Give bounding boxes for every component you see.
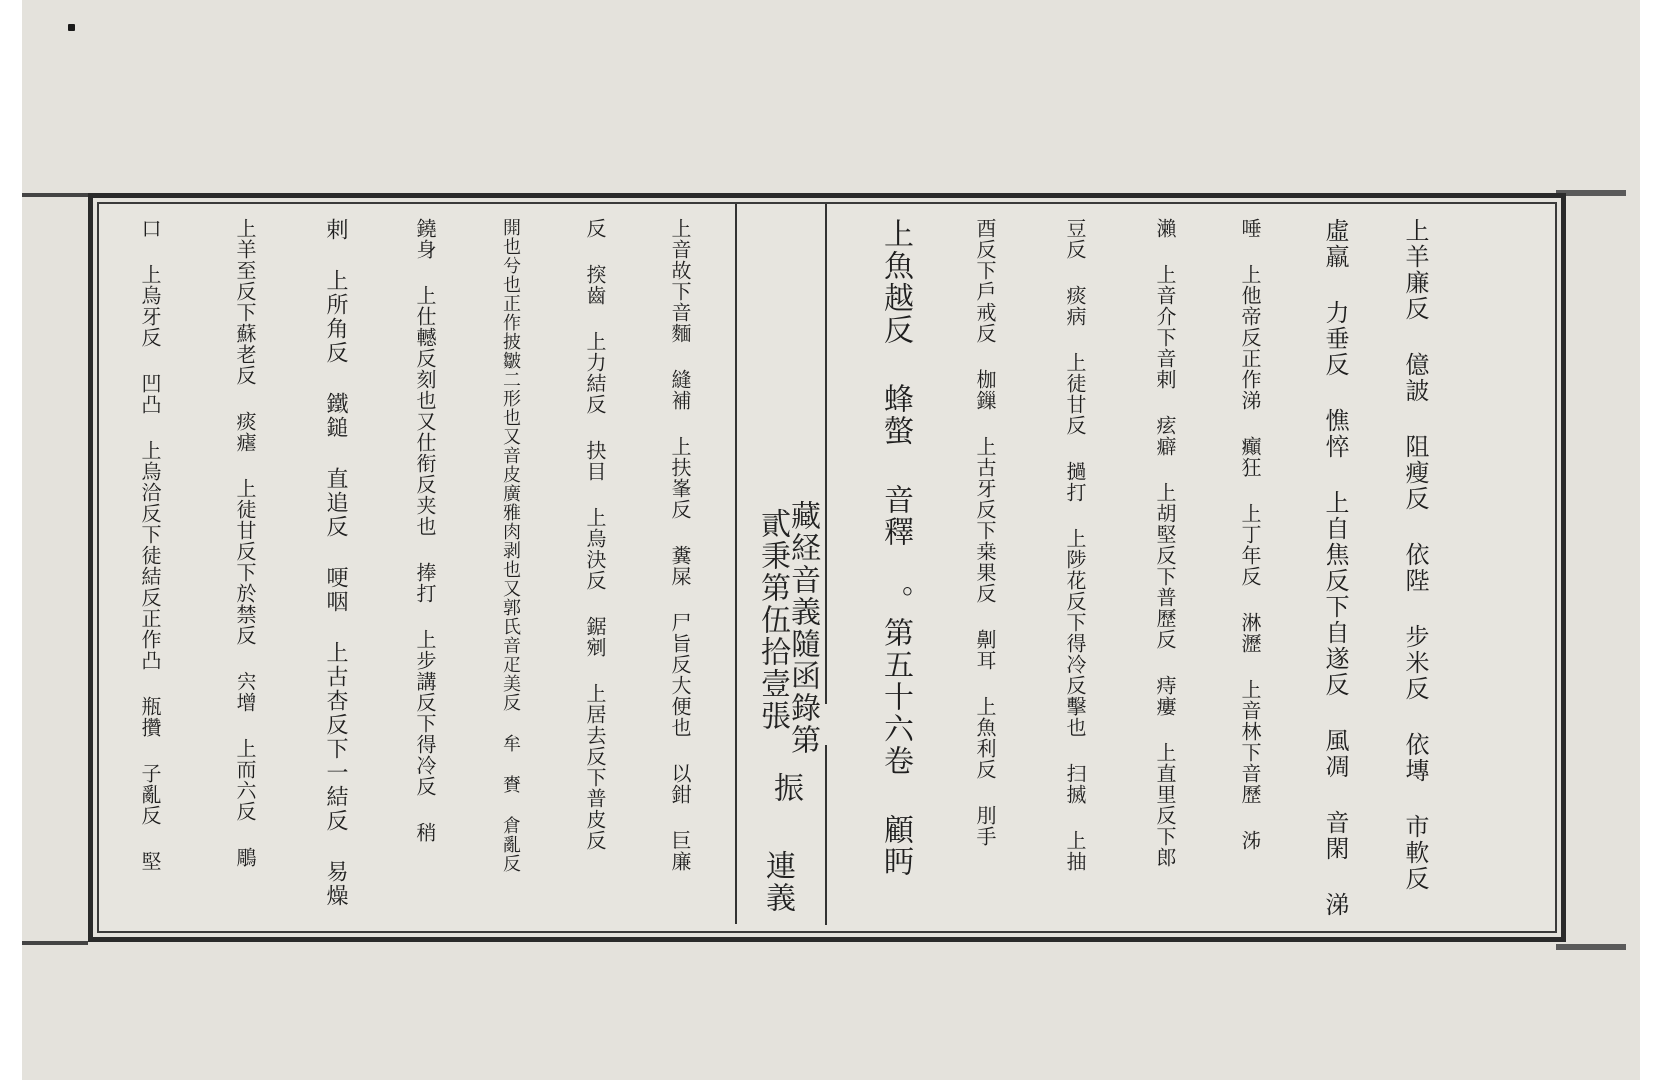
sheet-number: 貳秉第伍拾壹張 [755,508,790,732]
block-mark: 振 [768,772,803,804]
text-column-l2: 反 揬齒 上力結反 抉目 上烏決反 鋸剜 上居去反下普皮反 [583,218,607,851]
text-column-l4: 鐃身 上仕轗反刻也又仕衔反夹也 捧打 上步講反下得冷反 稍 [413,218,437,843]
right-margin-tab [1556,190,1626,950]
text-column-r4: 瀨 上音介下音剌 痃癖 上胡堅反下普歷反 痔瘻 上直里反下郎 [1153,218,1177,868]
text-column-r1: 上羊廉反 億詖 阻瘦反 依陛 步米反 依塼 市軟反 [1401,218,1429,892]
center-rule-right-bottom [825,745,827,925]
ink-spot [68,24,75,31]
text-column-r3: 唾 上他帝反正作涕 癲狂 上丁年反 淋瀝 上音林下音歷 泲 [1238,218,1262,851]
text-column-l6: 上羊至反下蘇老反 痰瘧 上徒甘反下於禁反 宍增 上而六反 鵰 [233,218,257,868]
block-mark-2: 連義 [760,850,795,914]
text-column-l5: 剌 上所角反 鐵鎚 直追反 哽咽 上古杏反下一結反 易燥 [323,218,348,908]
text-column-r7: 上魚越反 蜂螫 音釋 。第五十六卷 顧眄 [878,218,913,878]
text-column-l7: 口 上烏牙反 凹凸 上烏洽反下徒結反正作凸 瓶攢 子亂反 堅 [138,218,162,872]
center-rule-right-top [825,204,827,704]
text-column-r5: 豆反 痰病 上徒甘反 撾打 上陟花反下得冷反擊也 扫搣 上抽 [1063,218,1087,872]
text-column-r6: 酉反下戶戒反 枷鏁 上古牙反下桒果反 劓耳 上魚利反 刖手 [973,218,997,847]
text-column-r2: 虛羸 力垂反 憔悴 上自焦反下自遂反 風凋 音閑 涕 [1321,218,1349,918]
text-column-l1: 上音故下音麵 縫補 上扶峯反 糞屎 尸旨反大便也 以鉗 巨廉 [668,218,692,872]
text-column-l3: 開也兮也正作披皺二形也又音皮廣雅肉剥也又郭氏音疋美反 牟 賚 倉亂反 [500,218,521,873]
volume-title: 藏経音義隨函錄第 [785,500,820,756]
center-rule-left [735,204,737,924]
left-margin-strip [22,193,88,945]
